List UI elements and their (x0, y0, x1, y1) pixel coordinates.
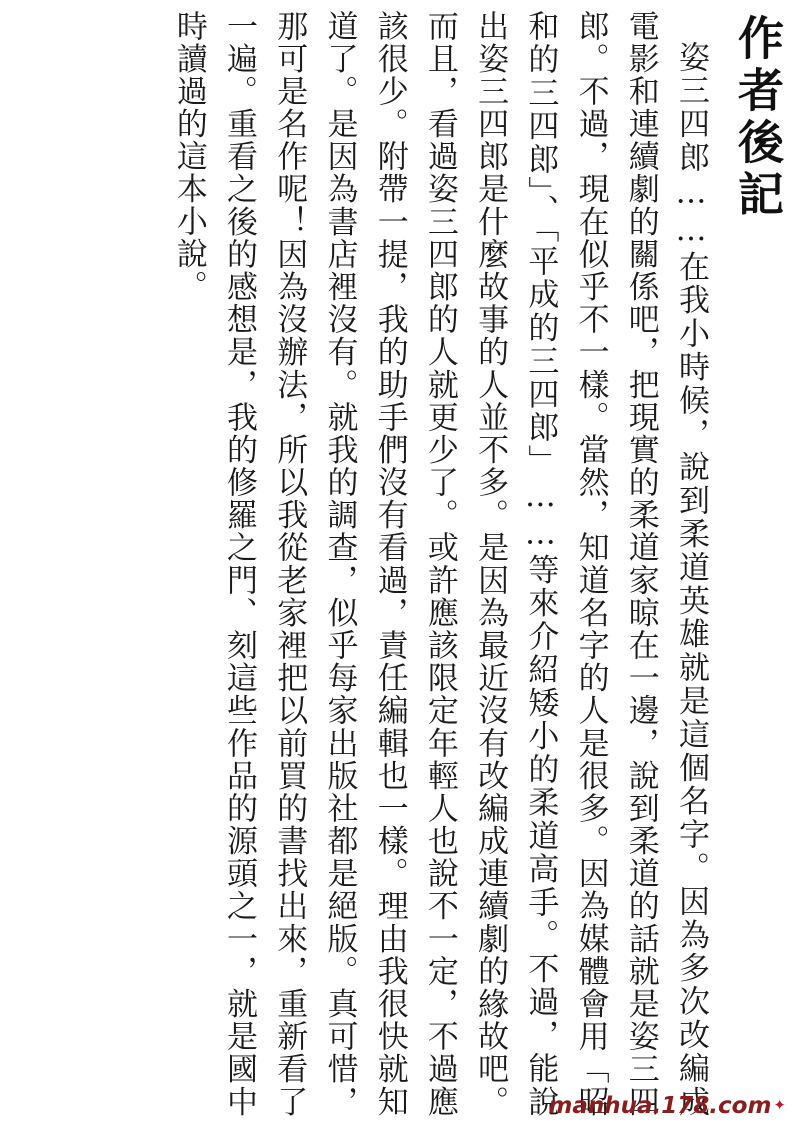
afterword-body (116, 10, 716, 1118)
watermark-text: manhua.178.com (548, 1093, 772, 1119)
sparkle-icon: ✦ (773, 1096, 786, 1114)
site-watermark (548, 1093, 786, 1119)
page-title: 作者後記 (731, 14, 785, 222)
afterword-paragraph: 姿三四郎……在我小時候，說到柔道英雄就是這個名字。因為多次改編成電影和連續劇的關係吧，把現實的柔道家晾在一邊，說到柔道的話就是姿三四郎。不過，現在似乎不一樣。當然，知道名字的人是很多。因為媒體會用「昭和的三四郎」、「平成的三四郎」……等來介紹矮小的柔道高手。不過，能說出姿三四郎是什麼故事的人並不多。是因為最近沒有改編成連續劇的緣故吧。而且，看過姿三四郎的人就更少了。或許應該限定年輕人也說不一定，不過應該很少。附帶一提，我的助手們沒有看過，責任編輯也一樣。理由我很快就知道了。是因為書店裡沒有。就我的調查，似乎每家出版社都是絕版。真可惜，那可是名作呢！因為沒辦法，所以我從老家裡把以前買的書找出來，重新看了一遍。重看之後的感想是，我的修羅之門、刻這些作品的源頭之一，就是國中時讀過的這本小說。 (170, 10, 709, 1118)
